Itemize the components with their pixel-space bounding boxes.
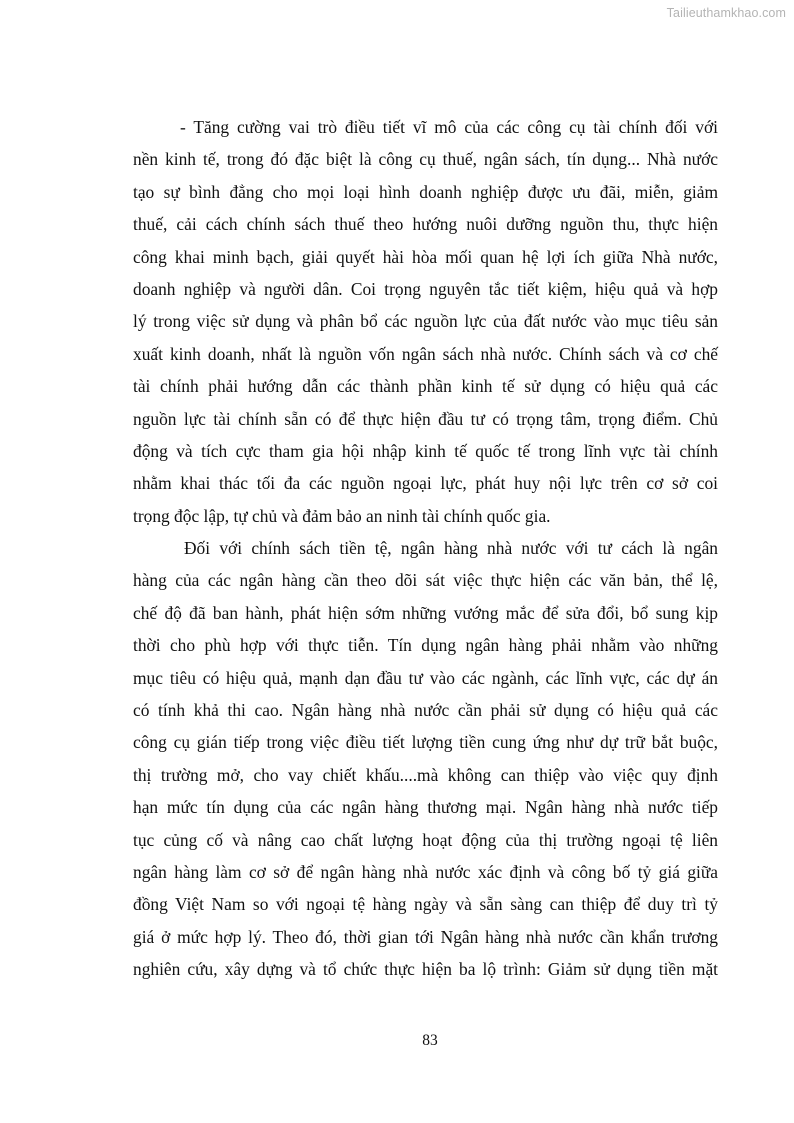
text-line: trọng độc lập, tự chủ và đảm bảo an ninh tài chính quốc gia. <box>133 505 551 526</box>
text-line: Đối với chính sách tiền tệ, ngân hàng nhà nước với tư cách là ngân <box>184 538 718 559</box>
text-line: nhằm khai thác tối đa các nguồn ngoại lực, phát huy nội lực trên cơ sở coi <box>133 473 718 494</box>
paragraph-fiscal-policy <box>133 111 718 532</box>
watermark: Tailieuthamkhao.com <box>666 6 786 20</box>
text-line: tài chính phải hướng dẫn các thành phần kinh tế sử dụng có hiệu quả các <box>133 376 718 397</box>
text-line: xuất kinh doanh, nhất là nguồn vốn ngân sách nhà nước. Chính sách và cơ chế <box>133 343 718 364</box>
text-line: đồng Việt Nam so với ngoại tệ hàng ngày và sẵn sàng can thiệp để duy trì tỷ <box>133 894 718 915</box>
text-line: động và tích cực tham gia hội nhập kinh tế quốc tế trong lĩnh vực tài chính <box>133 440 718 461</box>
text-line: - Tăng cường vai trò điều tiết vĩ mô của các công cụ tài chính đối với <box>180 117 718 137</box>
text-line: ngân hàng làm cơ sở để ngân hàng nhà nước xác định và công bố tỷ giá giữa <box>133 861 718 882</box>
text-line: hàng của các ngân hàng cần theo dõi sát việc thực hiện các văn bản, thể lệ, <box>133 570 718 591</box>
text-line: doanh nghiệp và người dân. Coi trọng nguyên tắc tiết kiệm, hiệu quả và hợp <box>133 278 718 299</box>
text-line: hạn mức tín dụng của các ngân hàng thương mại. Ngân hàng nhà nước tiếp <box>133 797 718 818</box>
text-line: chế độ đã ban hành, phát hiện sớm những vướng mắc để sửa đổi, bổ sung kịp <box>133 602 718 623</box>
text-line: tục củng cố và nâng cao chất lượng hoạt động của thị trường ngoại tệ liên <box>133 829 718 850</box>
text-line: giá ở mức hợp lý. Theo đó, thời gian tới Ngân hàng nhà nước cần khẩn trương <box>133 926 718 947</box>
text-line: nền kinh tế, trong đó đặc biệt là công cụ thuế, ngân sách, tín dụng... Nhà nước <box>133 149 718 170</box>
page-number: 83 <box>422 1032 438 1049</box>
text-line: lý trong việc sử dụng và phân bổ các nguồn lực của đất nước vào mục tiêu sản <box>133 311 718 332</box>
text-line: thuế, cải cách chính sách thuế theo hướng nuôi dưỡng nguồn thu, thực hiện <box>133 214 718 235</box>
text-line: thị trường mở, cho vay chiết khấu....mà không can thiệp vào việc quy định <box>133 764 718 785</box>
text-line: công cụ gián tiếp trong việc điều tiết lượng tiền cung ứng như dự trữ bắt buộc, <box>133 732 718 753</box>
text-line: tạo sự bình đẳng cho mọi loại hình doanh nghiệp được ưu đãi, miễn, giảm <box>133 181 718 202</box>
text-line: có tính khả thi cao. Ngân hàng nhà nước cần phải sử dụng có hiệu quả các <box>133 700 718 721</box>
text-line: mục tiêu có hiệu quả, mạnh dạn đầu tư vào các ngành, các lĩnh vực, các dự án <box>133 667 718 688</box>
text-line: nghiên cứu, xây dựng và tổ chức thực hiện ba lộ trình: Giảm sử dụng tiền mặt <box>133 959 718 980</box>
text-line: nguồn lực tài chính sẵn có để thực hiện đầu tư có trọng tâm, trọng điểm. Chủ <box>133 408 718 429</box>
paragraph-monetary-policy <box>133 532 718 985</box>
text-line: thời cho phù hợp với thực tiễn. Tín dụng ngân hàng phải nhằm vào những <box>133 635 718 656</box>
body-text <box>133 111 718 986</box>
text-line: công khai minh bạch, giải quyết hài hòa mối quan hệ lợi ích giữa Nhà nước, <box>133 246 718 267</box>
